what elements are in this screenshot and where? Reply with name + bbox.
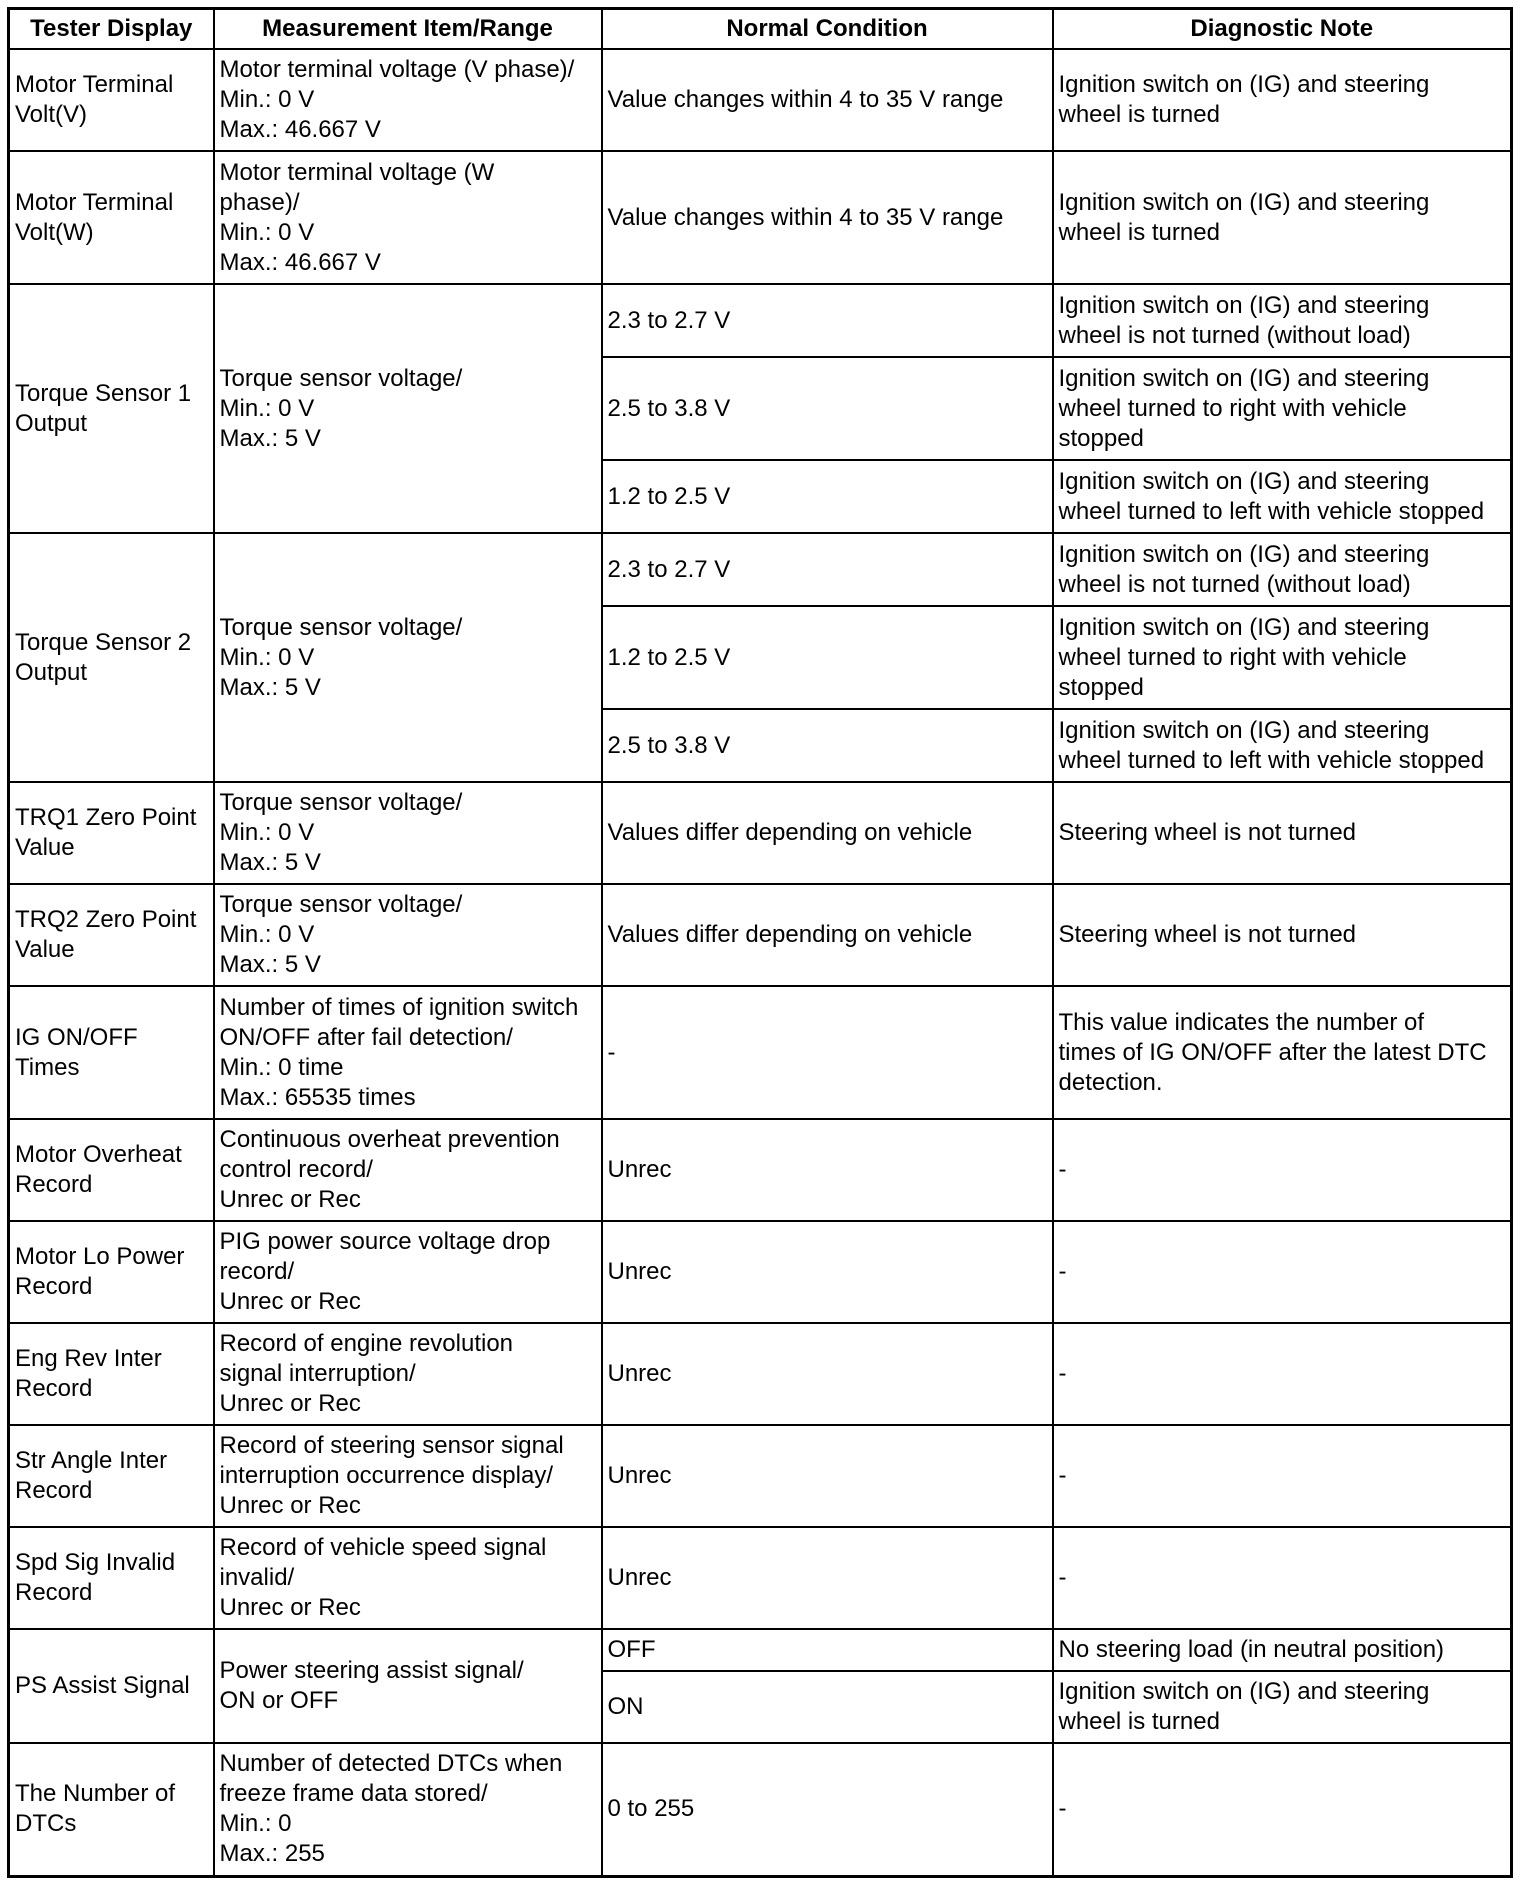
header-diagnostic-note: Diagnostic Note bbox=[1053, 9, 1512, 50]
diagnostic-note-cell: No steering load (in neutral position) bbox=[1053, 1629, 1512, 1671]
diagnostic-note-cell: - bbox=[1053, 1527, 1512, 1629]
data-list-table bbox=[7, 7, 1513, 1878]
tester-display-cell: Spd Sig Invalid Record bbox=[9, 1527, 214, 1629]
diagnostic-note-cell: Ignition switch on (IG) and steering wheel turned to right with vehicle stopped bbox=[1053, 357, 1512, 460]
table-row bbox=[9, 1527, 1512, 1629]
normal-condition-cell: Unrec bbox=[602, 1119, 1053, 1221]
tester-display-cell: Motor Terminal Volt(W) bbox=[9, 151, 214, 284]
tester-display-cell: The Number of DTCs bbox=[9, 1743, 214, 1876]
normal-condition-cell: Unrec bbox=[602, 1425, 1053, 1527]
diagnostic-note-cell: Steering wheel is not turned bbox=[1053, 884, 1512, 986]
header-measurement-item: Measurement Item/Range bbox=[214, 9, 602, 50]
tester-display-cell: Motor Lo Power Record bbox=[9, 1221, 214, 1323]
diagnostic-note-cell: Ignition switch on (IG) and steering wheel turned to left with vehicle stopped bbox=[1053, 460, 1512, 533]
measurement-range-cell: Record of vehicle speed signal invalid/ Unrec or Rec bbox=[214, 1527, 602, 1629]
measurement-range-cell: Torque sensor voltage/ Min.: 0 V Max.: 5 V bbox=[214, 284, 602, 533]
table-row bbox=[9, 1119, 1512, 1221]
normal-condition-cell: Unrec bbox=[602, 1323, 1053, 1425]
measurement-range-cell: Torque sensor voltage/ Min.: 0 V Max.: 5 V bbox=[214, 884, 602, 986]
tester-display-cell: Motor Terminal Volt(V) bbox=[9, 49, 214, 151]
normal-condition-cell: Value changes within 4 to 35 V range bbox=[602, 49, 1053, 151]
tester-display-cell: IG ON/OFF Times bbox=[9, 986, 214, 1119]
table-row bbox=[9, 284, 1512, 357]
measurement-range-cell: Power steering assist signal/ ON or OFF bbox=[214, 1629, 602, 1743]
measurement-range-cell: Torque sensor voltage/ Min.: 0 V Max.: 5 V bbox=[214, 533, 602, 782]
normal-condition-cell: Values differ depending on vehicle bbox=[602, 782, 1053, 884]
diagnostic-note-cell: - bbox=[1053, 1425, 1512, 1527]
diagnostic-note-cell: - bbox=[1053, 1221, 1512, 1323]
table-row bbox=[9, 533, 1512, 606]
normal-condition-cell: 2.3 to 2.7 V bbox=[602, 284, 1053, 357]
normal-condition-cell: ON bbox=[602, 1671, 1053, 1743]
diagnostic-note-cell: - bbox=[1053, 1119, 1512, 1221]
normal-condition-cell: OFF bbox=[602, 1629, 1053, 1671]
table-row bbox=[9, 151, 1512, 284]
normal-condition-cell: 2.3 to 2.7 V bbox=[602, 533, 1053, 606]
normal-condition-cell: 2.5 to 3.8 V bbox=[602, 709, 1053, 782]
table-row bbox=[9, 1425, 1512, 1527]
diagnostic-note-cell: Ignition switch on (IG) and steering wheel is not turned (without load) bbox=[1053, 284, 1512, 357]
diagnostic-note-cell: Ignition switch on (IG) and steering wheel turned to right with vehicle stopped bbox=[1053, 606, 1512, 709]
diagnostic-note-cell: Ignition switch on (IG) and steering wheel is turned bbox=[1053, 151, 1512, 284]
table-row bbox=[9, 1323, 1512, 1425]
table-row bbox=[9, 986, 1512, 1119]
diagnostic-note-cell: Ignition switch on (IG) and steering wheel is not turned (without load) bbox=[1053, 533, 1512, 606]
diagnostic-note-cell: Ignition switch on (IG) and steering wheel is turned bbox=[1053, 1671, 1512, 1743]
measurement-range-cell: Number of detected DTCs when freeze frame data stored/ Min.: 0 Max.: 255 bbox=[214, 1743, 602, 1876]
tester-display-cell: Motor Overheat Record bbox=[9, 1119, 214, 1221]
normal-condition-cell: Value changes within 4 to 35 V range bbox=[602, 151, 1053, 284]
normal-condition-cell: 2.5 to 3.8 V bbox=[602, 357, 1053, 460]
table-row bbox=[9, 49, 1512, 151]
diagnostic-note-cell: Steering wheel is not turned bbox=[1053, 782, 1512, 884]
normal-condition-cell: - bbox=[602, 986, 1053, 1119]
normal-condition-cell: Unrec bbox=[602, 1221, 1053, 1323]
tester-display-cell: PS Assist Signal bbox=[9, 1629, 214, 1743]
tester-display-cell: TRQ2 Zero Point Value bbox=[9, 884, 214, 986]
measurement-range-cell: Motor terminal voltage (W phase)/ Min.: 0 V Max.: 46.667 V bbox=[214, 151, 602, 284]
measurement-range-cell: Record of steering sensor signal interruption occurrence display/ Unrec or Rec bbox=[214, 1425, 602, 1527]
diagnostic-note-cell: - bbox=[1053, 1323, 1512, 1425]
normal-condition-cell: Unrec bbox=[602, 1527, 1053, 1629]
diagnostic-note-cell: This value indicates the number of times of IG ON/OFF after the latest DTC detection. bbox=[1053, 986, 1512, 1119]
table-row bbox=[9, 782, 1512, 884]
measurement-range-cell: Continuous overheat prevention control record/ Unrec or Rec bbox=[214, 1119, 602, 1221]
measurement-range-cell: Number of times of ignition switch ON/OFF after fail detection/ Min.: 0 time Max.: 65535 times bbox=[214, 986, 602, 1119]
measurement-range-cell: PIG power source voltage drop record/ Unrec or Rec bbox=[214, 1221, 602, 1323]
tester-display-cell: Eng Rev Inter Record bbox=[9, 1323, 214, 1425]
tester-display-cell: Str Angle Inter Record bbox=[9, 1425, 214, 1527]
diagnostic-note-cell: Ignition switch on (IG) and steering wheel turned to left with vehicle stopped bbox=[1053, 709, 1512, 782]
tester-display-cell: Torque Sensor 2 Output bbox=[9, 533, 214, 782]
normal-condition-cell: 1.2 to 2.5 V bbox=[602, 460, 1053, 533]
tester-display-cell: TRQ1 Zero Point Value bbox=[9, 782, 214, 884]
normal-condition-cell: 1.2 to 2.5 V bbox=[602, 606, 1053, 709]
diagnostic-note-cell: - bbox=[1053, 1743, 1512, 1876]
table-row bbox=[9, 1221, 1512, 1323]
measurement-range-cell: Record of engine revolution signal interruption/ Unrec or Rec bbox=[214, 1323, 602, 1425]
table-row bbox=[9, 1629, 1512, 1671]
measurement-range-cell: Torque sensor voltage/ Min.: 0 V Max.: 5 V bbox=[214, 782, 602, 884]
table-row bbox=[9, 884, 1512, 986]
tester-display-cell: Torque Sensor 1 Output bbox=[9, 284, 214, 533]
measurement-range-cell: Motor terminal voltage (V phase)/ Min.: 0 V Max.: 46.667 V bbox=[214, 49, 602, 151]
normal-condition-cell: Values differ depending on vehicle bbox=[602, 884, 1053, 986]
table-row bbox=[9, 1743, 1512, 1876]
header-tester-display: Tester Display bbox=[9, 9, 214, 50]
header-normal-condition: Normal Condition bbox=[602, 9, 1053, 50]
diagnostic-note-cell: Ignition switch on (IG) and steering wheel is turned bbox=[1053, 49, 1512, 151]
table-header-row bbox=[9, 9, 1512, 50]
normal-condition-cell: 0 to 255 bbox=[602, 1743, 1053, 1876]
